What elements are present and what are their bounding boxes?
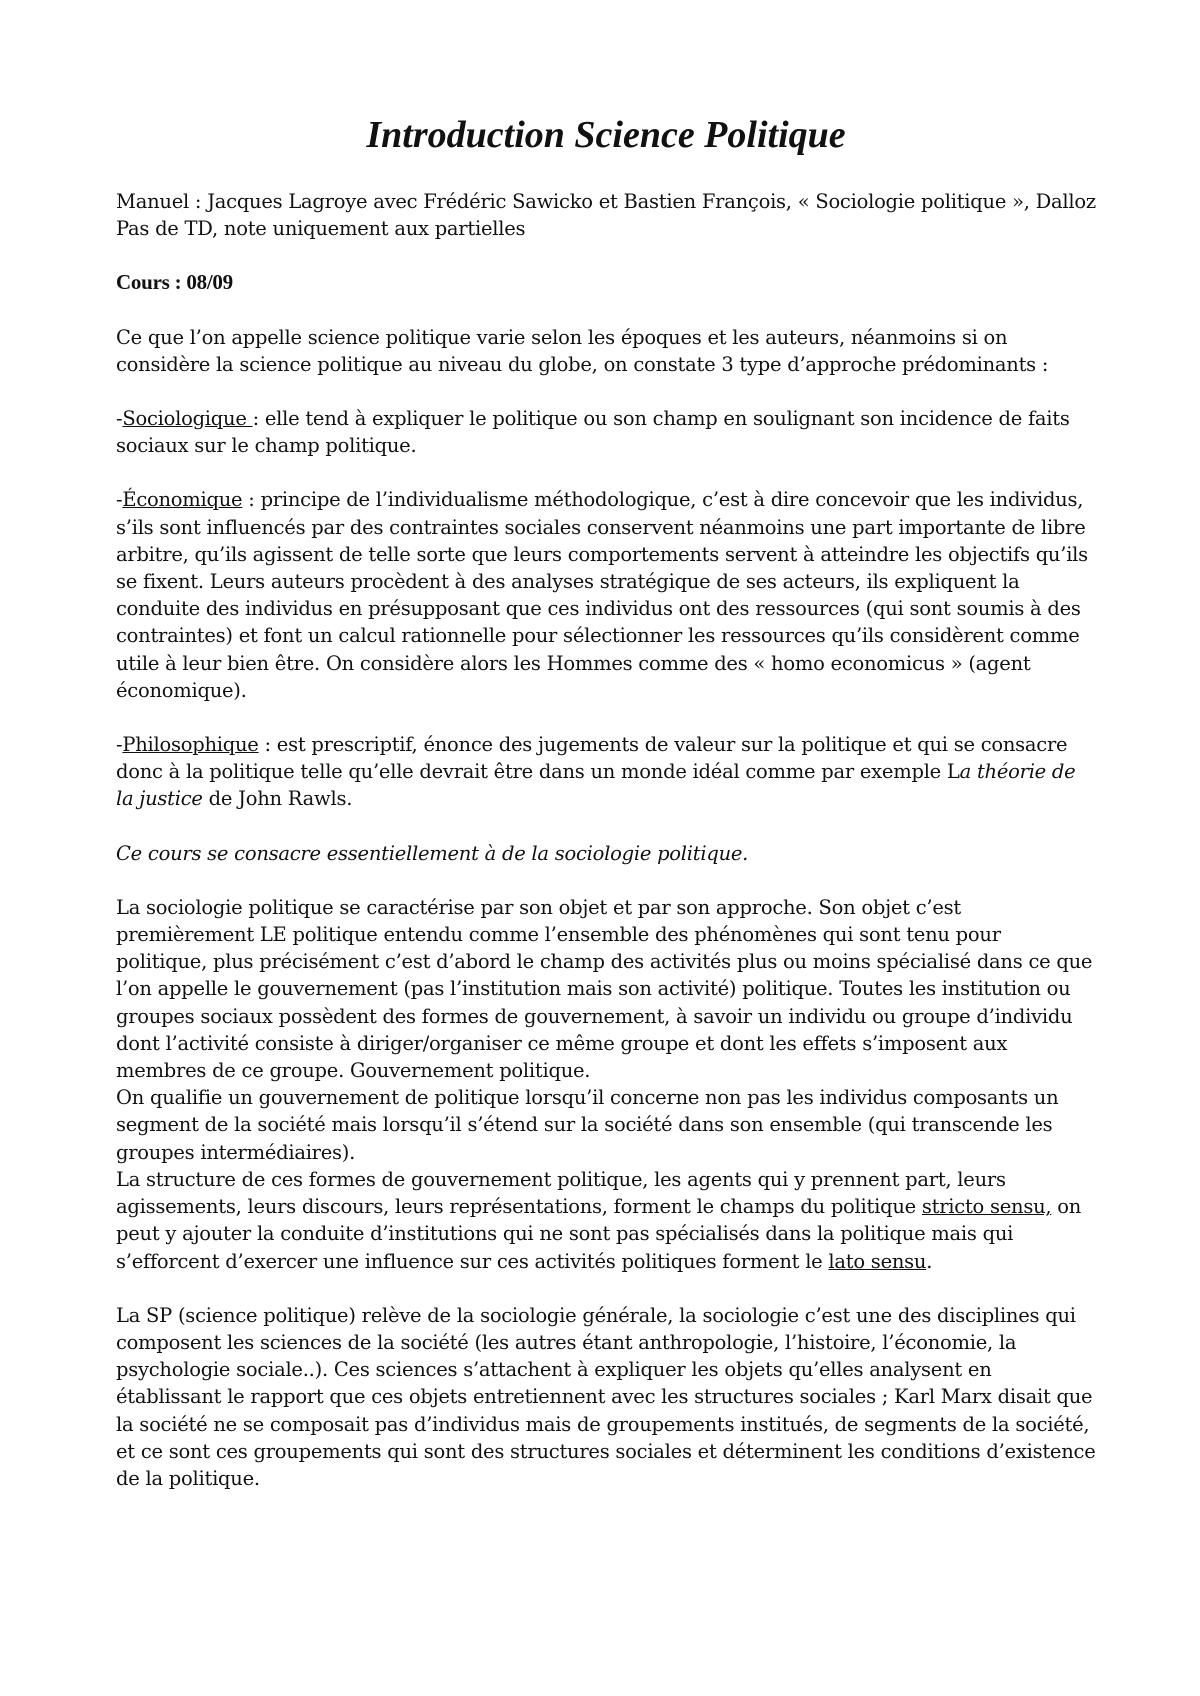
lato-sensu-term: lato sensu: [828, 1249, 927, 1273]
approach-text-philosophical-end: de John Rawls.: [202, 787, 353, 811]
approach-philosophical: [116, 731, 1096, 813]
td-note: Pas de TD, note uniquement aux partielles: [116, 217, 526, 241]
spacer: [116, 1275, 1096, 1302]
spacer: [116, 242, 1096, 269]
spacer: [116, 297, 1096, 324]
approach-term-sociological: Sociologique: [122, 407, 253, 431]
sp-paragraph: La SP (science politique) relève de la sociologie générale, la sociologie c’est une des disciplines qui composent les sciences de la société (les autres étant anthropologie, l’histoire, l’économie, la psychologie sociale..). Ces sciences s’attachent à expliquer les objets qu’elles analysent en établissant le rapport que ces objets entretiennent avec les structures sociales ; Karl Marx disait que la société ne se composait pas d’individus mais de groupements institués, de segments de la société, et ce sont ces groupements qui sont des structures sociales et déterminent les conditions d’existence de la politique.: [116, 1303, 1096, 1490]
sociology-text: on peut y ajouter la conduite d’institutions qui ne sont pas spécialisés dans la politique mais qui s’efforcent d’exercer une influence sur ces activités politiques forment le: [116, 1195, 1082, 1273]
spacer: [116, 704, 1096, 731]
approach-sociological: [116, 405, 1096, 459]
spacer: [116, 867, 1096, 894]
sociology-paragraph-3: [116, 1166, 1096, 1275]
approach-economic: [116, 486, 1096, 704]
approach-prefix: -: [116, 407, 123, 431]
approach-prefix: -: [116, 488, 123, 512]
book-title: a théorie de la justice: [116, 760, 1076, 811]
intro-paragraph: Ce que l’on appelle science politique varie selon les époques et les auteurs, néanmoins si on considère la science politique au niveau du globe, on constate 3 type d’approche prédominants :: [116, 325, 1049, 376]
spacer: [116, 378, 1096, 405]
sociology-text: La structure de ces formes de gouvernement politique, les agents qui y prennent part, leurs agissements, leurs discours, leurs représentations, forment le champs du politique: [116, 1167, 1006, 1219]
sociology-paragraph-1: La sociologie politique se caractérise par son objet et par son approche. Son objet c’est premièrement LE politique entendu comme l’ensemble des phénomènes qui sont tenu pour politique, plus précisément c’est d’abord le champ des activités plus ou moins spécialisé dans ce que l’on appelle le gouvernement (pas l’institution mais son activité) politique. Toutes les institution ou groupes sociaux possèdent des formes de gouvernement, à savoir un individu ou groupe d’individu dont l’activité consiste à diriger/organiser ce même groupe et dont les effets s’imposent aux membres de ce groupe. Gouvernement politique.: [116, 895, 1093, 1083]
stricto-sensu-term: stricto sensu,: [921, 1195, 1052, 1219]
approach-text-sociological: : elle tend à expliquer le politique ou son champ en soulignant son incidence de faits sociaux sur le champ politique.: [116, 407, 1070, 458]
manual-reference: Manuel : Jacques Lagroye avec Frédéric Sawicko et Bastien François, « Sociologie politique », Dalloz: [116, 190, 1096, 213]
approach-term-economic: Économique: [122, 488, 243, 512]
document-title: Introduction Science Politique: [366, 114, 846, 156]
approach-term-philosophical: Philosophique: [122, 733, 259, 757]
spacer: [116, 813, 1096, 840]
spacer: [116, 459, 1096, 486]
course-focus: Ce cours se consacre essentiellement à de la sociologie politique.: [116, 841, 749, 865]
approach-text-economic: : principe de l’individualisme méthodologique, c’est à dire concevoir que les individus, s’ils sont influencés par des contraintes sociales conservent néanmoins une part importante de libre arbitre, qu’ils agissent de telle sorte que leurs comportements servent à atteindre les objectifs qu’ils se fixent. Leurs auteurs procèdent à des analyses stratégique de ses acteurs, ils expliquent la conduite des individus en présupposant que ces individus ont des ressources (qui sont soumis à des contraintes) et font un calcul rationnelle pour sélectionner les ressources qu’ils considèrent comme utile à leur bien être. On considère alors les Hommes comme des « homo economicus » (agent économique).: [116, 488, 1088, 702]
course-heading: Cours : 08/09: [116, 270, 233, 295]
sociology-paragraph-2: On qualifie un gouvernement de politique lorsqu’il concerne non pas les individus composants un segment de la société mais lorsqu’il s’étend sur la société dans son ensemble (qui transcende les groupes intermédiaires).: [116, 1086, 1059, 1164]
document-page: [116, 112, 1096, 1492]
approach-text-philosophical: : est prescriptif, énonce des jugements de valeur sur la politique et qui se consacre donc à la politique telle qu’elle devrait être dans un monde idéal comme par exemple L: [116, 733, 1068, 784]
approach-prefix: -: [116, 733, 123, 757]
sociology-text-end: .: [926, 1249, 933, 1273]
